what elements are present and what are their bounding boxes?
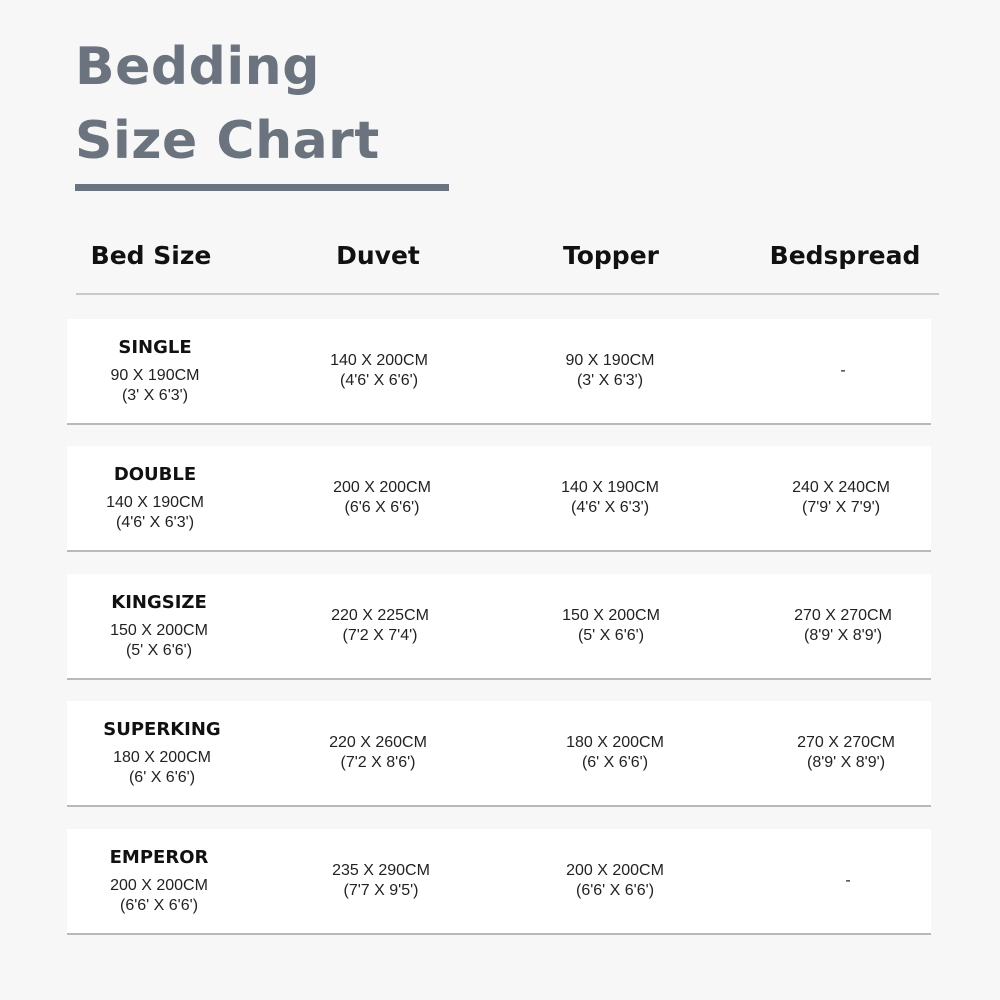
topper-cell xyxy=(561,446,659,550)
bed-size-cell xyxy=(103,701,220,805)
duvet-cell xyxy=(330,319,428,423)
table-row xyxy=(67,829,931,935)
topper-dim-cm: 150 X 200CM xyxy=(562,607,660,624)
bedspread-empty: - xyxy=(845,872,851,889)
title-line-2: Size Chart xyxy=(75,111,380,171)
topper-cell xyxy=(566,829,664,933)
topper-dim-cm: 90 X 190CM xyxy=(565,352,655,369)
table-row xyxy=(67,446,931,552)
header-divider xyxy=(76,293,939,295)
duvet-dim-cm: 220 X 260CM xyxy=(329,734,427,751)
bedspread-cell xyxy=(792,446,890,550)
duvet-dim-ft: (7'2 X 7'4') xyxy=(342,627,418,644)
column-header-duvet: Duvet xyxy=(336,241,420,270)
duvet-dim-cm: 140 X 200CM xyxy=(330,352,428,369)
duvet-cell xyxy=(332,829,430,933)
column-header-topper: Topper xyxy=(563,241,659,270)
bed-dim-cm: 150 X 200CM xyxy=(110,622,208,639)
duvet-cell xyxy=(333,446,431,550)
topper-dim-cm: 180 X 200CM xyxy=(566,734,664,751)
duvet-dim-cm: 235 X 290CM xyxy=(332,862,430,879)
title-underline xyxy=(75,184,449,191)
bedspread-dim-ft: (8'9' X 8'9') xyxy=(806,754,886,771)
page-title xyxy=(75,30,380,178)
bed-size-cell xyxy=(110,574,208,678)
bed-size-cell xyxy=(106,446,204,550)
table-header xyxy=(0,232,1000,282)
bedspread-dim-ft: (8'9' X 8'9') xyxy=(803,627,883,644)
topper-dim-ft: (4'6' X 6'3') xyxy=(570,499,650,516)
topper-dim-ft: (5' X 6'6') xyxy=(577,627,645,644)
duvet-dim-ft: (4'6' X 6'6') xyxy=(339,372,419,389)
bedspread-cell xyxy=(797,701,895,805)
bed-name: KINGSIZE xyxy=(111,592,207,613)
bed-dim-ft: (6' X 6'6') xyxy=(128,769,196,786)
topper-dim-cm: 140 X 190CM xyxy=(561,479,659,496)
table-row xyxy=(67,701,931,807)
column-header-bed-size: Bed Size xyxy=(90,241,212,270)
topper-cell xyxy=(566,319,655,423)
bed-dim-ft: (5' X 6'6') xyxy=(125,642,193,659)
duvet-dim-cm: 220 X 225CM xyxy=(331,607,429,624)
bed-dim-cm: 180 X 200CM xyxy=(113,749,211,766)
bed-name: DOUBLE xyxy=(113,464,197,485)
duvet-cell xyxy=(329,701,427,805)
bedspread-dim-cm: 270 X 270CM xyxy=(794,607,892,624)
bed-size-cell xyxy=(110,829,209,933)
bed-name: SINGLE xyxy=(118,337,192,358)
bedspread-cell xyxy=(840,319,845,423)
bedspread-empty: - xyxy=(840,362,846,379)
topper-dim-ft: (6'6' X 6'6') xyxy=(575,882,655,899)
topper-dim-cm: 200 X 200CM xyxy=(566,862,664,879)
column-header-bedspread: Bedspread xyxy=(769,241,921,270)
bedspread-cell xyxy=(794,574,892,678)
bed-size-cell xyxy=(111,319,200,423)
bed-name: EMPEROR xyxy=(109,847,209,868)
duvet-dim-ft: (7'7 X 9'5') xyxy=(343,882,419,899)
bedspread-dim-cm: 240 X 240CM xyxy=(792,479,890,496)
topper-cell xyxy=(566,701,664,805)
bed-dim-cm: 140 X 190CM xyxy=(106,494,204,511)
bedspread-dim-ft: (7'9' X 7'9') xyxy=(801,499,881,516)
bed-dim-ft: (6'6' X 6'6') xyxy=(119,897,199,914)
topper-cell xyxy=(562,574,660,678)
topper-dim-ft: (6' X 6'6') xyxy=(581,754,649,771)
duvet-dim-cm: 200 X 200CM xyxy=(333,479,431,496)
bed-dim-ft: (4'6' X 6'3') xyxy=(115,514,195,531)
duvet-dim-ft: (7'2 X 8'6') xyxy=(340,754,416,771)
title-line-1: Bedding xyxy=(75,37,320,97)
topper-dim-ft: (3' X 6'3') xyxy=(576,372,644,389)
table-row xyxy=(67,319,931,425)
duvet-cell xyxy=(331,574,429,678)
duvet-dim-ft: (6'6 X 6'6') xyxy=(344,499,420,516)
table-row xyxy=(67,574,931,680)
bed-dim-cm: 200 X 200CM xyxy=(110,877,208,894)
bed-dim-ft: (3' X 6'3') xyxy=(121,387,189,404)
bedspread-cell xyxy=(845,829,850,933)
bedspread-dim-cm: 270 X 270CM xyxy=(797,734,895,751)
bed-dim-cm: 90 X 190CM xyxy=(110,367,200,384)
bed-name: SUPERKING xyxy=(103,719,221,740)
